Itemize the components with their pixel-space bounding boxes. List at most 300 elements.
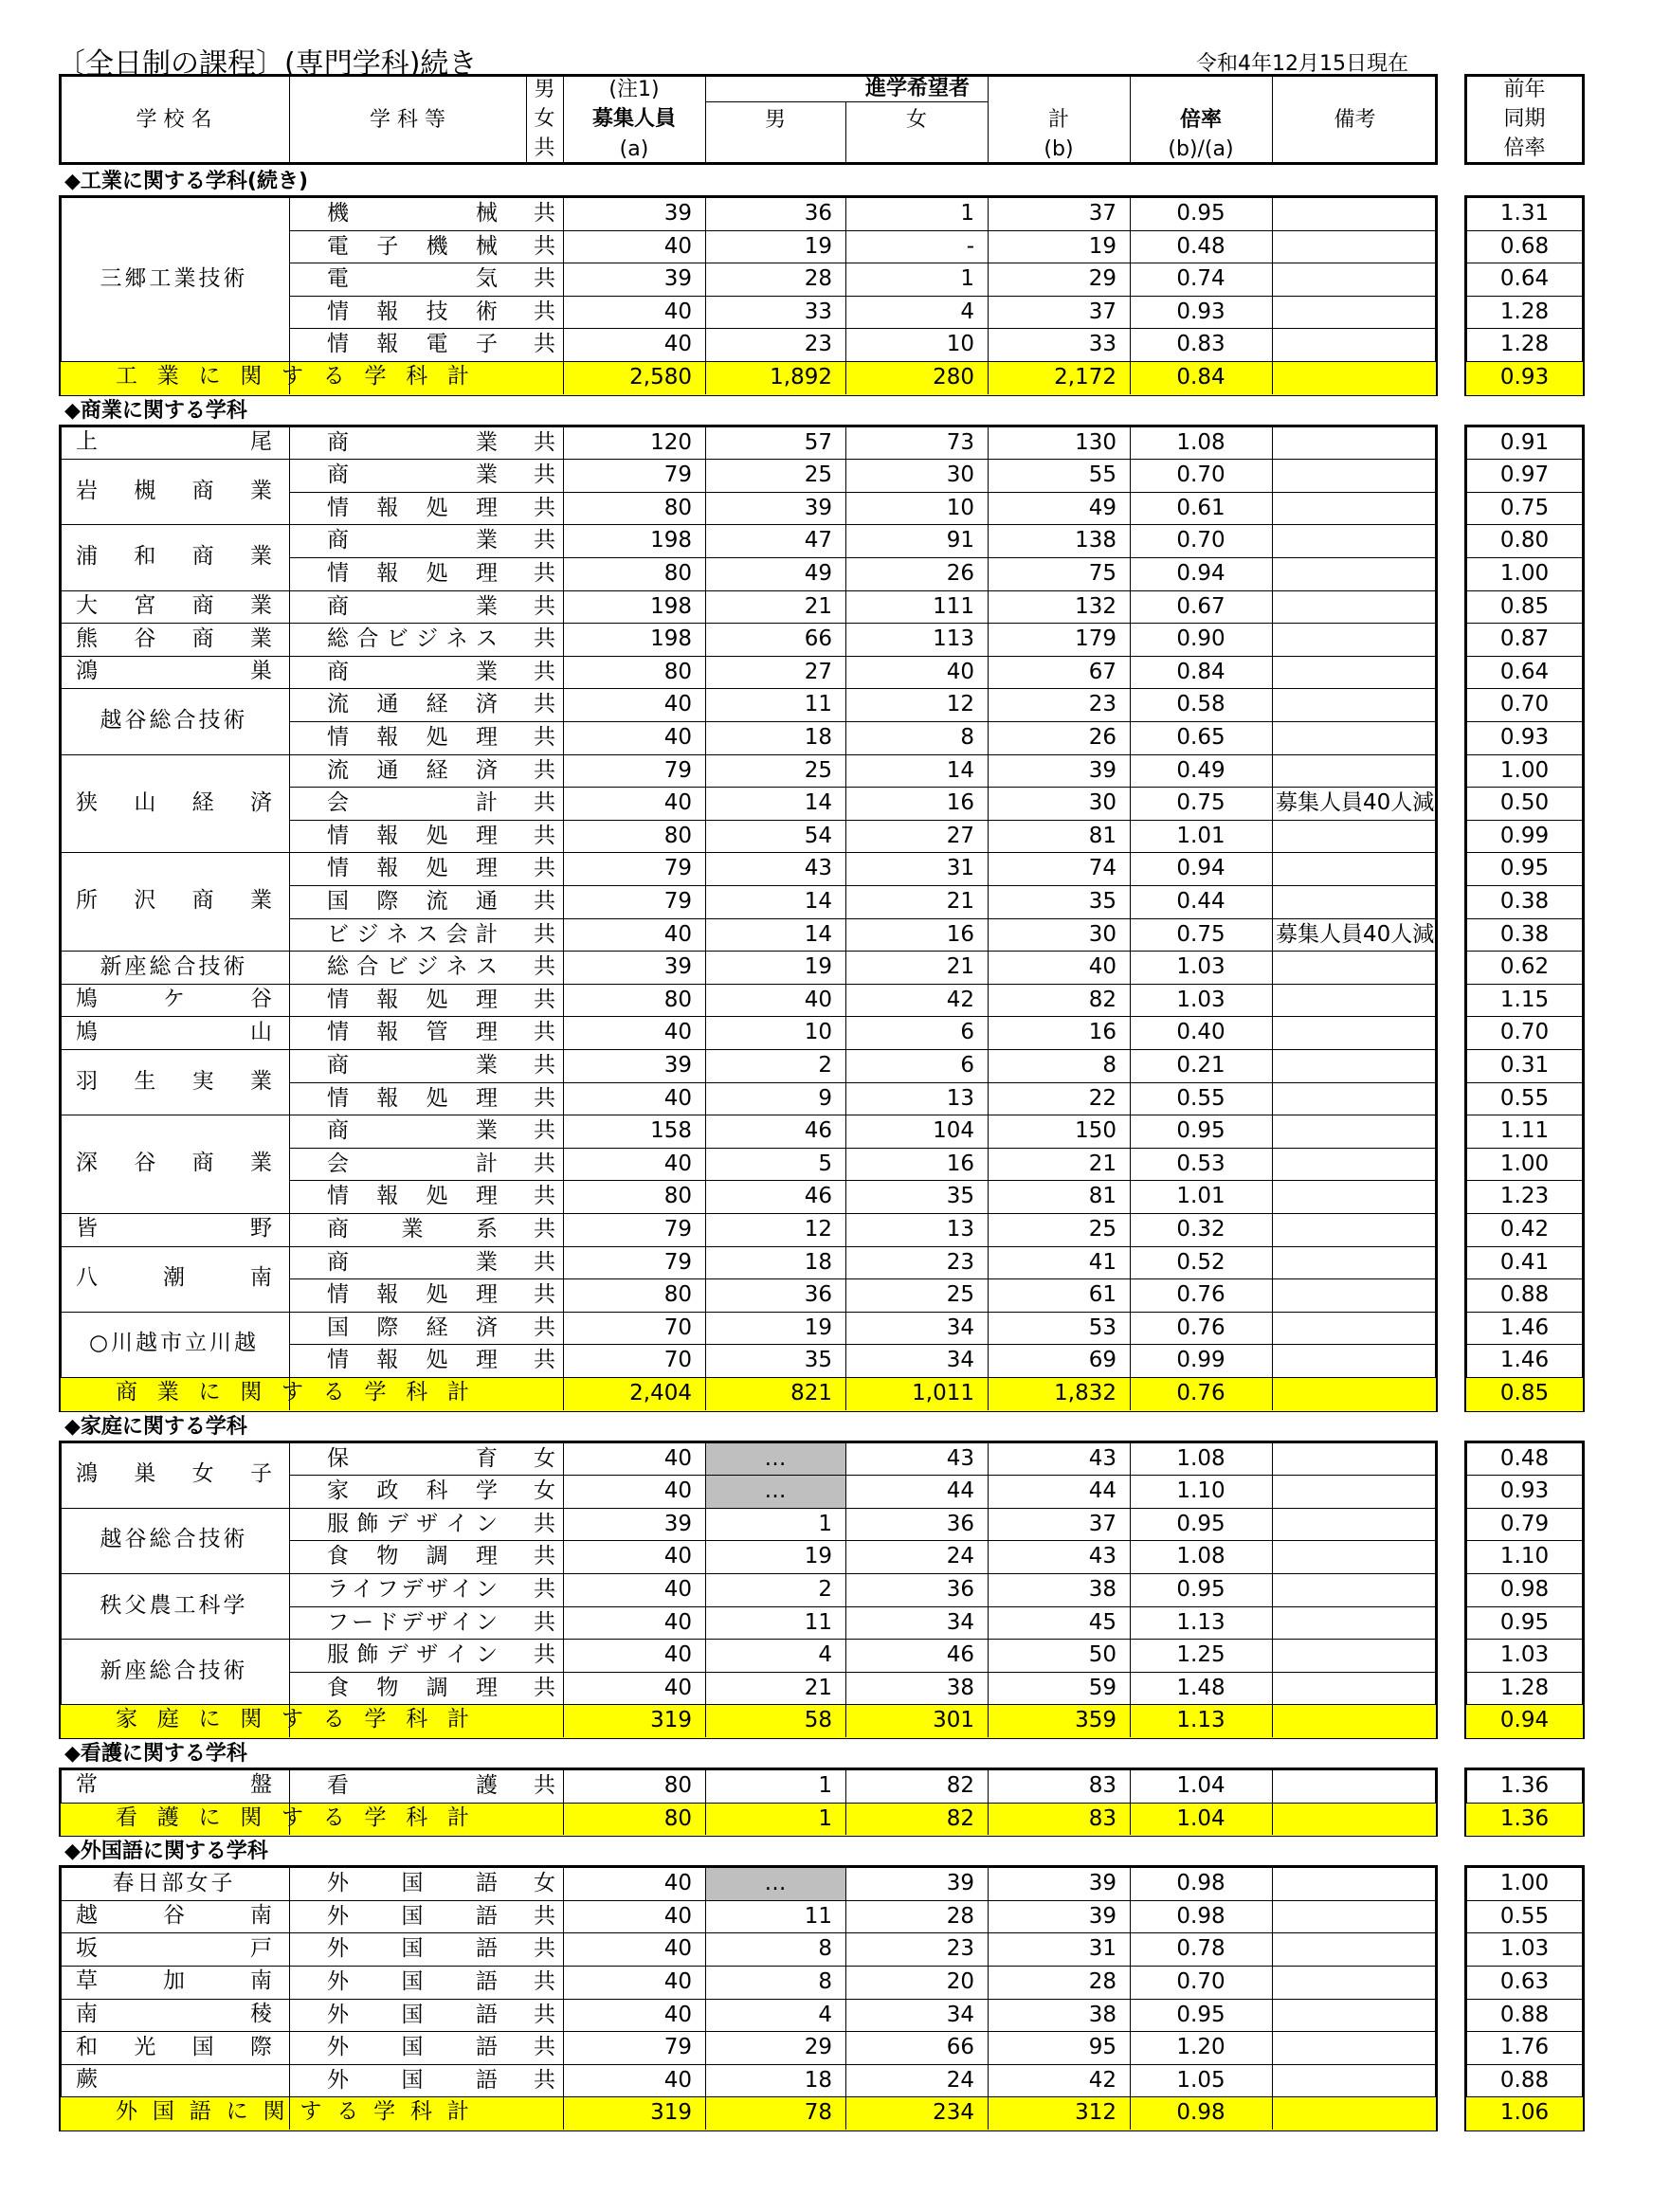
total-cell: 130 — [1075, 429, 1116, 455]
ratio-cell: 0.58 — [1176, 692, 1225, 717]
column-divider — [563, 195, 564, 394]
prev-ratio-cell: 1.11 — [1499, 1118, 1550, 1144]
female-cell: 21 — [946, 889, 974, 914]
dept-name: 流 通 経 済 — [327, 757, 498, 783]
sex-cell: 共 — [534, 1217, 555, 1242]
school-divider — [59, 656, 1438, 657]
section-heading: ◆看護に関する学科 — [64, 1742, 247, 1766]
ratio-cell: 0.76 — [1176, 1282, 1225, 1308]
total-cell: 40 — [1088, 954, 1116, 980]
school-name: 越 谷 南 — [76, 1903, 272, 1929]
ratio-cell: 1.48 — [1176, 1675, 1225, 1700]
prev-ratio-cell: 0.93 — [1499, 725, 1550, 750]
prev-ratio-cell: 0.95 — [1499, 1609, 1550, 1635]
total-ratio: 0.76 — [1176, 1381, 1225, 1405]
dept-name: 商 業 — [327, 429, 498, 455]
total-cell: 29 — [1088, 266, 1116, 292]
school-divider — [59, 1246, 1438, 1247]
ratio-cell: 0.65 — [1176, 725, 1225, 750]
page-title: 〔全日制の課程〕(専門学科)続き — [57, 47, 478, 81]
school-name: 鴻 巣 女 子 — [76, 1461, 272, 1487]
ratio-cell: 0.94 — [1176, 561, 1225, 586]
ratio-cell: 0.70 — [1176, 528, 1225, 553]
school-name: 岩 槻 商 業 — [76, 478, 272, 503]
capacity-cell: 40 — [663, 1903, 692, 1929]
ratio-cell: 0.98 — [1176, 1871, 1225, 1896]
row-divider — [289, 1540, 1438, 1541]
dept-name: 会 計 — [327, 790, 498, 816]
male-cell: 47 — [804, 528, 832, 553]
school-divider — [59, 951, 1438, 952]
row-divider — [289, 492, 1438, 493]
ratio-cell: 0.95 — [1176, 1118, 1225, 1144]
dept-name: 商 業 — [327, 528, 498, 553]
sex-cell: 共 — [534, 659, 555, 684]
school-divider — [59, 459, 1438, 460]
male-cell: … — [764, 1478, 787, 1504]
capacity-cell: 80 — [663, 1773, 692, 1798]
ratio-cell: 0.95 — [1176, 2002, 1225, 2027]
dept-name: 食 物 調 理 — [327, 1544, 498, 1569]
sex-cell: 女 — [534, 1445, 555, 1471]
row-divider — [1464, 1148, 1585, 1149]
row-divider — [289, 787, 1438, 788]
female-cell: 73 — [946, 429, 974, 455]
column-divider — [988, 1441, 989, 1737]
column-divider — [1272, 1441, 1273, 1737]
total-divider — [59, 2096, 1438, 2097]
prev-ratio-cell: 1.03 — [1499, 1642, 1550, 1668]
column-divider — [1130, 425, 1131, 1410]
prev-ratio-cell: 0.41 — [1499, 1249, 1550, 1275]
total-cell: 16 — [1088, 1020, 1116, 1045]
sex-cell: 女 — [534, 1478, 555, 1504]
column-divider — [988, 195, 989, 394]
female-cell: 66 — [946, 2035, 974, 2060]
ratio-cell: 0.95 — [1176, 1511, 1225, 1536]
male-cell: 19 — [804, 954, 832, 980]
male-cell: 2 — [818, 1577, 832, 1602]
female-cell: 13 — [946, 1217, 974, 1242]
dept-name: 保 育 — [327, 1445, 498, 1471]
header-applicants: 進学希望者 — [864, 77, 970, 100]
school-name: 羽 生 実 業 — [76, 1068, 272, 1094]
row-divider — [1464, 1312, 1585, 1313]
sex-cell: 共 — [534, 1249, 555, 1275]
row-divider — [1464, 1508, 1585, 1509]
total-cell: 43 — [1088, 1445, 1116, 1471]
ratio-cell: 0.95 — [1176, 201, 1225, 226]
female-cell: 34 — [946, 1348, 974, 1373]
female-cell: 35 — [946, 1184, 974, 1209]
total-cell: 23 — [1088, 692, 1116, 717]
row-divider — [289, 230, 1438, 231]
sex-cell: 共 — [534, 561, 555, 586]
column-divider — [289, 1441, 290, 1737]
prev-ratio-cell: 0.64 — [1499, 659, 1550, 684]
school-divider — [59, 1999, 1438, 2000]
row-divider — [1464, 721, 1585, 722]
column-divider — [289, 425, 290, 1410]
male-cell: 1 — [818, 1773, 832, 1798]
prev-ratio-cell: 0.31 — [1499, 1053, 1550, 1078]
row-divider — [289, 1344, 1438, 1345]
total-cell: 55 — [1088, 462, 1116, 488]
dept-name: 家 政 科 学 — [327, 1478, 498, 1504]
sex-cell: 共 — [534, 495, 555, 520]
prev-ratio-cell: 1.28 — [1499, 1675, 1550, 1700]
column-divider — [1272, 1865, 1273, 2130]
school-divider — [59, 524, 1438, 525]
row-divider — [1464, 820, 1585, 821]
sex-cell: 共 — [534, 332, 555, 357]
male-cell: 36 — [804, 1282, 832, 1308]
ratio-cell: 0.53 — [1176, 1151, 1225, 1176]
prev-ratio-cell: 0.70 — [1499, 692, 1550, 717]
school-divider — [59, 1312, 1438, 1313]
ratio-cell: 0.94 — [1176, 856, 1225, 881]
capacity-cell: 40 — [663, 1871, 692, 1896]
header-school: 学 校 名 — [136, 108, 212, 132]
male-cell: 29 — [804, 2035, 832, 2060]
dept-name: 食 物 調 理 — [327, 1675, 498, 1700]
header-male: 男 — [764, 108, 786, 132]
male-cell: 36 — [804, 201, 832, 226]
sex-cell: 共 — [534, 1903, 555, 1929]
total-cell: 83 — [1088, 1773, 1116, 1798]
sex-cell: 共 — [534, 692, 555, 717]
sex-cell: 共 — [534, 593, 555, 619]
female-cell: 24 — [946, 2067, 974, 2093]
capacity-cell: 40 — [663, 1642, 692, 1668]
prev-ratio-cell: 1.00 — [1499, 1151, 1550, 1176]
capacity-cell: 40 — [663, 2067, 692, 2093]
ratio-cell: 1.10 — [1176, 1478, 1225, 1504]
column-divider — [705, 1865, 706, 2130]
ratio-cell: 0.61 — [1176, 495, 1225, 520]
sex-cell: 共 — [534, 1511, 555, 1536]
male-cell: 18 — [804, 725, 832, 750]
capacity-cell: 79 — [663, 856, 692, 881]
total-cell: 81 — [1088, 1184, 1116, 1209]
total-cell: 22 — [1088, 1085, 1116, 1111]
total-cell: 35 — [1088, 889, 1116, 914]
male-cell: 54 — [804, 823, 832, 848]
prev-ratio-cell: 0.68 — [1499, 233, 1550, 259]
total-male: 1,892 — [770, 365, 832, 390]
column-divider — [1272, 425, 1273, 1410]
male-cell: 14 — [804, 921, 832, 947]
row-divider — [1464, 656, 1585, 657]
row-divider — [1464, 1246, 1585, 1247]
total-female: 1,011 — [912, 1381, 974, 1405]
capacity-cell: 39 — [663, 1053, 692, 1078]
sex-cell: 共 — [534, 1936, 555, 1962]
capacity-cell: 39 — [663, 954, 692, 980]
male-cell: … — [764, 1445, 787, 1471]
school-name: 秩父農工科学 — [100, 1592, 248, 1618]
prev-ratio-cell: 0.95 — [1499, 856, 1550, 881]
row-divider — [289, 820, 1438, 821]
school-name: ○川越市立川越 — [88, 1331, 260, 1356]
dept-name: 国 際 経 済 — [327, 1315, 498, 1340]
female-cell: 36 — [946, 1511, 974, 1536]
total-cell: 41 — [1088, 1249, 1116, 1275]
column-divider — [988, 425, 989, 1410]
ratio-cell: 0.44 — [1176, 889, 1225, 914]
column-divider — [705, 1441, 706, 1737]
sex-cell: 共 — [534, 725, 555, 750]
male-cell: 18 — [804, 2067, 832, 2093]
school-divider — [59, 852, 1438, 853]
female-cell: 1 — [960, 266, 974, 292]
ratio-cell: 0.90 — [1176, 626, 1225, 652]
ratio-cell: 1.04 — [1176, 1773, 1225, 1798]
row-divider — [289, 1082, 1438, 1083]
total-total: 83 — [1088, 1805, 1116, 1831]
school-name: 新座総合技術 — [100, 953, 248, 979]
header-prev-3: 倍率 — [1503, 136, 1546, 160]
dept-name: 外 国 語 — [327, 2035, 498, 2060]
total-divider — [59, 1377, 1438, 1378]
total-cell: 37 — [1088, 1511, 1116, 1536]
male-cell: 49 — [804, 561, 832, 586]
dept-name: 流 通 経 済 — [327, 692, 498, 717]
total-cell: 53 — [1088, 1315, 1116, 1340]
row-divider — [289, 1278, 1438, 1279]
dept-name: 外 国 語 — [327, 1871, 498, 1896]
capacity-cell: 79 — [663, 889, 692, 914]
ratio-cell: 0.67 — [1176, 593, 1225, 619]
capacity-cell: 80 — [663, 823, 692, 848]
dept-name: 情 報 処 理 — [327, 987, 498, 1012]
female-cell: 104 — [933, 1118, 974, 1144]
row-divider — [1464, 590, 1585, 591]
row-divider — [1464, 1606, 1585, 1607]
total-cell: 59 — [1088, 1675, 1116, 1700]
total-divider — [59, 1803, 1438, 1804]
sex-cell: 共 — [534, 2067, 555, 2093]
school-divider — [59, 2031, 1438, 2032]
prev-ratio-cell: 0.99 — [1499, 823, 1550, 848]
row-divider — [1464, 1344, 1585, 1345]
total-ratio: 0.84 — [1176, 365, 1225, 390]
female-cell: 113 — [933, 626, 974, 652]
column-divider — [563, 1441, 564, 1737]
total-total: 2,172 — [1054, 365, 1116, 390]
row-divider — [1464, 1672, 1585, 1673]
row-divider — [289, 1180, 1438, 1181]
total-divider — [59, 1704, 1438, 1705]
total-cell: 138 — [1075, 528, 1116, 553]
capacity-cell: 40 — [663, 1085, 692, 1111]
capacity-cell: 80 — [663, 561, 692, 586]
male-cell: 35 — [804, 1348, 832, 1373]
header-total: 計 — [1047, 108, 1069, 132]
ratio-cell: 1.03 — [1176, 987, 1225, 1012]
header-prev-1: 前年 — [1503, 78, 1546, 101]
total-cell: 37 — [1088, 299, 1116, 324]
total-ratio: 1.04 — [1176, 1805, 1225, 1831]
dept-name: 情 報 処 理 — [327, 561, 498, 586]
total-cell: 82 — [1088, 987, 1116, 1012]
ratio-cell: 0.75 — [1176, 790, 1225, 816]
sex-cell: 共 — [534, 233, 555, 259]
prev-ratio-cell: 1.03 — [1499, 1936, 1550, 1962]
sex-cell: 共 — [534, 987, 555, 1012]
row-divider — [1464, 557, 1585, 558]
total-cell: 179 — [1075, 626, 1116, 652]
female-cell: 34 — [946, 2002, 974, 2027]
dept-name: 情 報 技 術 — [327, 299, 498, 324]
column-divider — [705, 195, 706, 394]
capacity-cell: 70 — [663, 1348, 692, 1373]
prev-ratio-cell: 0.93 — [1499, 1478, 1550, 1504]
capacity-cell: 79 — [663, 1217, 692, 1242]
male-cell: 11 — [804, 1609, 832, 1635]
column-divider — [845, 195, 846, 394]
male-cell: 18 — [804, 1249, 832, 1275]
column-divider — [1272, 195, 1273, 394]
row-divider — [289, 1475, 1438, 1476]
prev-ratio-cell: 1.76 — [1499, 2035, 1550, 2060]
row-divider — [289, 1606, 1438, 1607]
column-divider — [1130, 1441, 1131, 1737]
school-divider — [59, 1016, 1438, 1017]
female-cell: 38 — [946, 1675, 974, 1700]
total-cell: 33 — [1088, 332, 1116, 357]
ratio-cell: 0.55 — [1176, 1085, 1225, 1111]
sex-cell: 共 — [534, 1348, 555, 1373]
dept-name: 情 報 処 理 — [327, 1085, 498, 1111]
sex-cell: 共 — [534, 790, 555, 816]
total-cell: 8 — [1102, 1053, 1116, 1078]
sex-cell: 共 — [534, 1053, 555, 1078]
total-cell: 69 — [1088, 1348, 1116, 1373]
female-cell: 16 — [946, 790, 974, 816]
prev-ratio-cell: 0.63 — [1499, 1969, 1550, 1994]
row-divider — [1464, 1475, 1585, 1476]
divider — [705, 101, 988, 102]
total-male: 78 — [804, 2100, 832, 2126]
row-divider — [1464, 328, 1585, 329]
column-divider — [289, 1768, 290, 1835]
male-cell: 21 — [804, 593, 832, 619]
capacity-cell: 40 — [663, 332, 692, 357]
female-cell: 39 — [946, 1871, 974, 1896]
capacity-cell: 80 — [663, 1282, 692, 1308]
ratio-cell: 1.03 — [1176, 954, 1225, 980]
ratio-cell: 0.93 — [1176, 299, 1225, 324]
prev-ratio-cell: 0.85 — [1499, 593, 1550, 619]
total-label: 看 護 に 関 す る 学 科 計 — [116, 1804, 469, 1830]
column-divider — [1130, 1865, 1131, 2130]
male-cell: 57 — [804, 429, 832, 455]
row-divider — [1464, 1180, 1585, 1181]
row-divider — [1464, 951, 1585, 952]
prev-ratio-cell: 1.00 — [1499, 757, 1550, 783]
capacity-cell: 198 — [650, 593, 692, 619]
prev-ratio-cell: 1.23 — [1499, 1184, 1550, 1209]
prev-ratio-cell: 0.55 — [1499, 1085, 1550, 1111]
total-cell: 49 — [1088, 495, 1116, 520]
row-divider — [1464, 1966, 1585, 1967]
ratio-cell: 0.76 — [1176, 1315, 1225, 1340]
total-cell: 81 — [1088, 823, 1116, 848]
ratio-cell: 0.40 — [1176, 1020, 1225, 1045]
row-divider — [1464, 1278, 1585, 1279]
female-cell: 42 — [946, 987, 974, 1012]
school-name: 越谷総合技術 — [100, 1527, 248, 1552]
sex-cell: 共 — [534, 1315, 555, 1340]
sex-cell: 共 — [534, 1151, 555, 1176]
total-capacity: 2,580 — [629, 365, 692, 390]
male-cell: 1 — [818, 1511, 832, 1536]
school-name: 新座総合技術 — [100, 1658, 248, 1683]
total-label: 家 庭 に 関 す る 学 科 計 — [116, 1707, 469, 1732]
capacity-cell: 39 — [663, 1511, 692, 1536]
row-divider — [1464, 1213, 1585, 1214]
school-name: 蕨 — [76, 2067, 98, 2093]
prev-ratio-cell: 1.31 — [1499, 201, 1550, 226]
male-cell: 66 — [804, 626, 832, 652]
row-divider — [1464, 1540, 1585, 1541]
prev-ratio-cell: 1.00 — [1499, 1871, 1550, 1896]
column-divider — [289, 195, 290, 394]
school-name: 鳩 ケ 谷 — [76, 987, 272, 1012]
dept-name: 会 計 — [327, 1151, 498, 1176]
female-cell: 1 — [960, 201, 974, 226]
total-cell: 38 — [1088, 2002, 1116, 2027]
sex-cell: 共 — [534, 1577, 555, 1602]
header-total-b: (b) — [1044, 137, 1074, 161]
female-cell: 31 — [946, 856, 974, 881]
ratio-cell: 1.05 — [1176, 2067, 1225, 2093]
ratio-cell: 0.95 — [1176, 1577, 1225, 1602]
total-total: 312 — [1075, 2100, 1116, 2126]
total-cell: 132 — [1075, 593, 1116, 619]
row-divider — [1464, 688, 1585, 689]
male-cell: 25 — [804, 462, 832, 488]
capacity-cell: 40 — [663, 1544, 692, 1569]
row-divider — [1464, 2064, 1585, 2065]
total-cell: 45 — [1088, 1609, 1116, 1635]
male-cell: 10 — [804, 1020, 832, 1045]
capacity-cell: 80 — [663, 987, 692, 1012]
total-male: 1 — [818, 1805, 832, 1831]
ratio-cell: 0.78 — [1176, 1936, 1225, 1962]
total-cell: 39 — [1088, 1871, 1116, 1896]
female-cell: 43 — [946, 1445, 974, 1471]
school-divider — [59, 1573, 1438, 1574]
ratio-cell: 0.21 — [1176, 1053, 1225, 1078]
header-capacity-a: (a) — [619, 137, 649, 161]
ratio-cell: 0.70 — [1176, 1969, 1225, 1994]
dept-name: 情 報 処 理 — [327, 495, 498, 520]
male-cell: 40 — [804, 987, 832, 1012]
ratio-cell: 1.08 — [1176, 1445, 1225, 1471]
female-cell: 16 — [946, 921, 974, 947]
male-cell: 25 — [804, 757, 832, 783]
school-name: 浦 和 商 業 — [76, 544, 272, 569]
female-cell: 34 — [946, 1315, 974, 1340]
total-prev-ratio: 0.85 — [1499, 1381, 1550, 1405]
header-ratio-ba: (b)/(a) — [1168, 137, 1234, 161]
female-cell: 6 — [960, 1020, 974, 1045]
capacity-cell: 40 — [663, 1577, 692, 1602]
dept-name: 情 報 処 理 — [327, 823, 498, 848]
school-name: 上 尾 — [76, 428, 272, 454]
